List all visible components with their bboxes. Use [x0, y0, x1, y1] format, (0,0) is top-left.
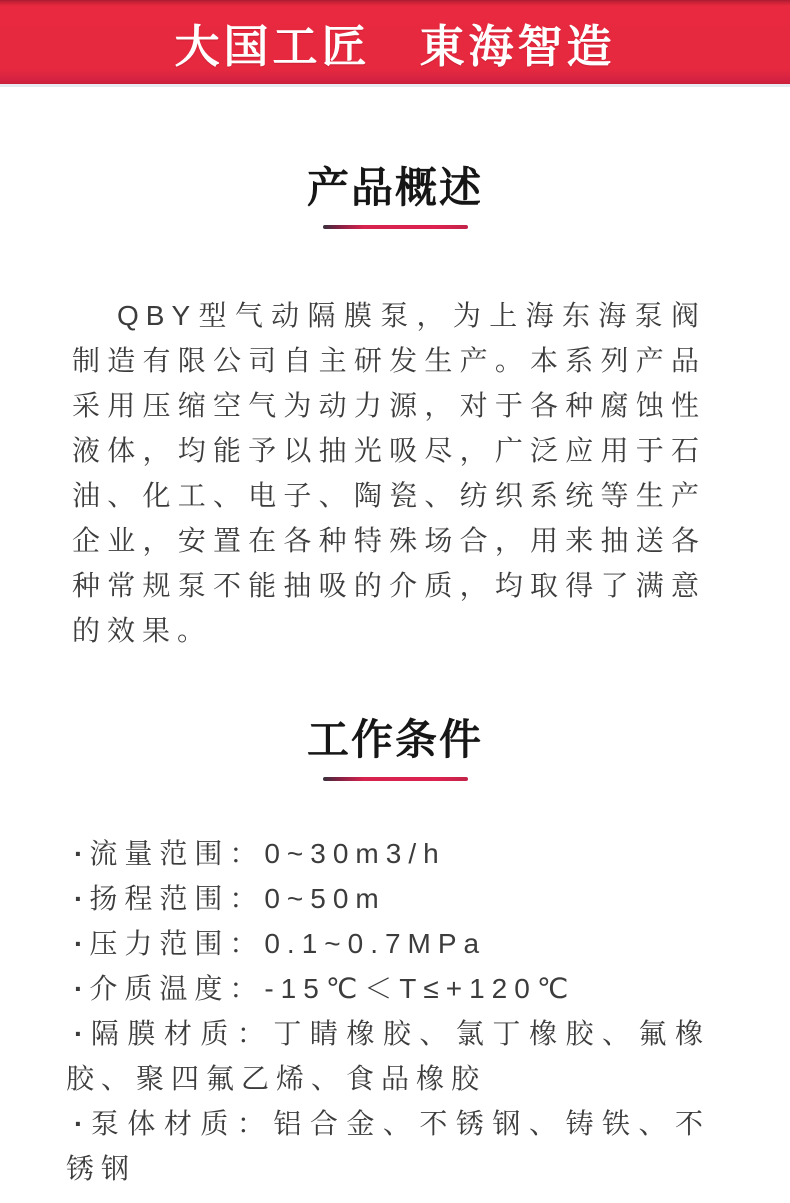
condition-item-diaphragm-material [66, 1011, 710, 1101]
condition-item-head-range [66, 876, 710, 921]
overview-heading: 产品概述 [306, 164, 483, 211]
condition-separator: ： [229, 883, 265, 914]
condition-separator: ： [236, 1018, 274, 1049]
bullet-icon: · [74, 1108, 84, 1139]
condition-value: 铝合金、不锈钢、铸铁、不锈钢 [66, 1108, 710, 1184]
bullet-icon: · [74, 883, 84, 914]
section-working-conditions [0, 717, 790, 1191]
condition-separator: ： [229, 838, 265, 869]
condition-separator: ： [229, 973, 265, 1004]
bullet-icon: · [74, 838, 84, 869]
bullet-icon: · [74, 928, 84, 959]
condition-label: 介质温度 [89, 973, 230, 1004]
bullet-icon: · [74, 973, 84, 1004]
section-product-overview [0, 165, 790, 653]
condition-item-medium-temperature [66, 966, 710, 1011]
working-conditions-heading-underline [323, 777, 468, 781]
brand-banner [0, 0, 790, 87]
bullet-icon: · [74, 1018, 84, 1049]
working-conditions-heading: 工作条件 [306, 716, 483, 763]
condition-value: 0~50m [264, 883, 386, 914]
condition-item-pump-body-material [66, 1101, 710, 1191]
banner-title: 大国工匠 東海智造 [174, 20, 616, 72]
condition-value: -15℃＜T≤+120℃ [264, 973, 576, 1004]
condition-value: 0~30m3/h [264, 838, 446, 869]
conditions-list [0, 831, 790, 1191]
overview-heading-underline [323, 225, 468, 229]
condition-value: 丁睛橡胶、氯丁橡胶、氟橡胶、聚四氟乙烯、食品橡胶 [66, 1018, 710, 1094]
condition-value: 0.1~0.7MPa [264, 928, 487, 959]
condition-separator: ： [236, 1108, 274, 1139]
condition-separator: ： [229, 928, 265, 959]
condition-label: 泵体材质 [89, 1108, 237, 1139]
condition-label: 压力范围 [89, 928, 230, 959]
condition-item-flow-range [66, 831, 710, 876]
condition-label: 流量范围 [89, 838, 230, 869]
condition-label: 扬程范围 [89, 883, 230, 914]
overview-paragraph: QBY型气动隔膜泵，为上海东海泵阀制造有限公司自主研发生产。本系列产品采用压缩空气为动力源，对于各种腐蚀性液体，均能予以抽光吸尽，广泛应用于石油、化工、电子、陶瓷、纺织系统等生产企业，安置在各种特殊场合，用来抽送各种常规泵不能抽吸的介质，均取得了满意的效果。 [72, 300, 706, 646]
condition-label: 隔膜材质 [89, 1018, 237, 1049]
condition-item-pressure-range [66, 921, 710, 966]
